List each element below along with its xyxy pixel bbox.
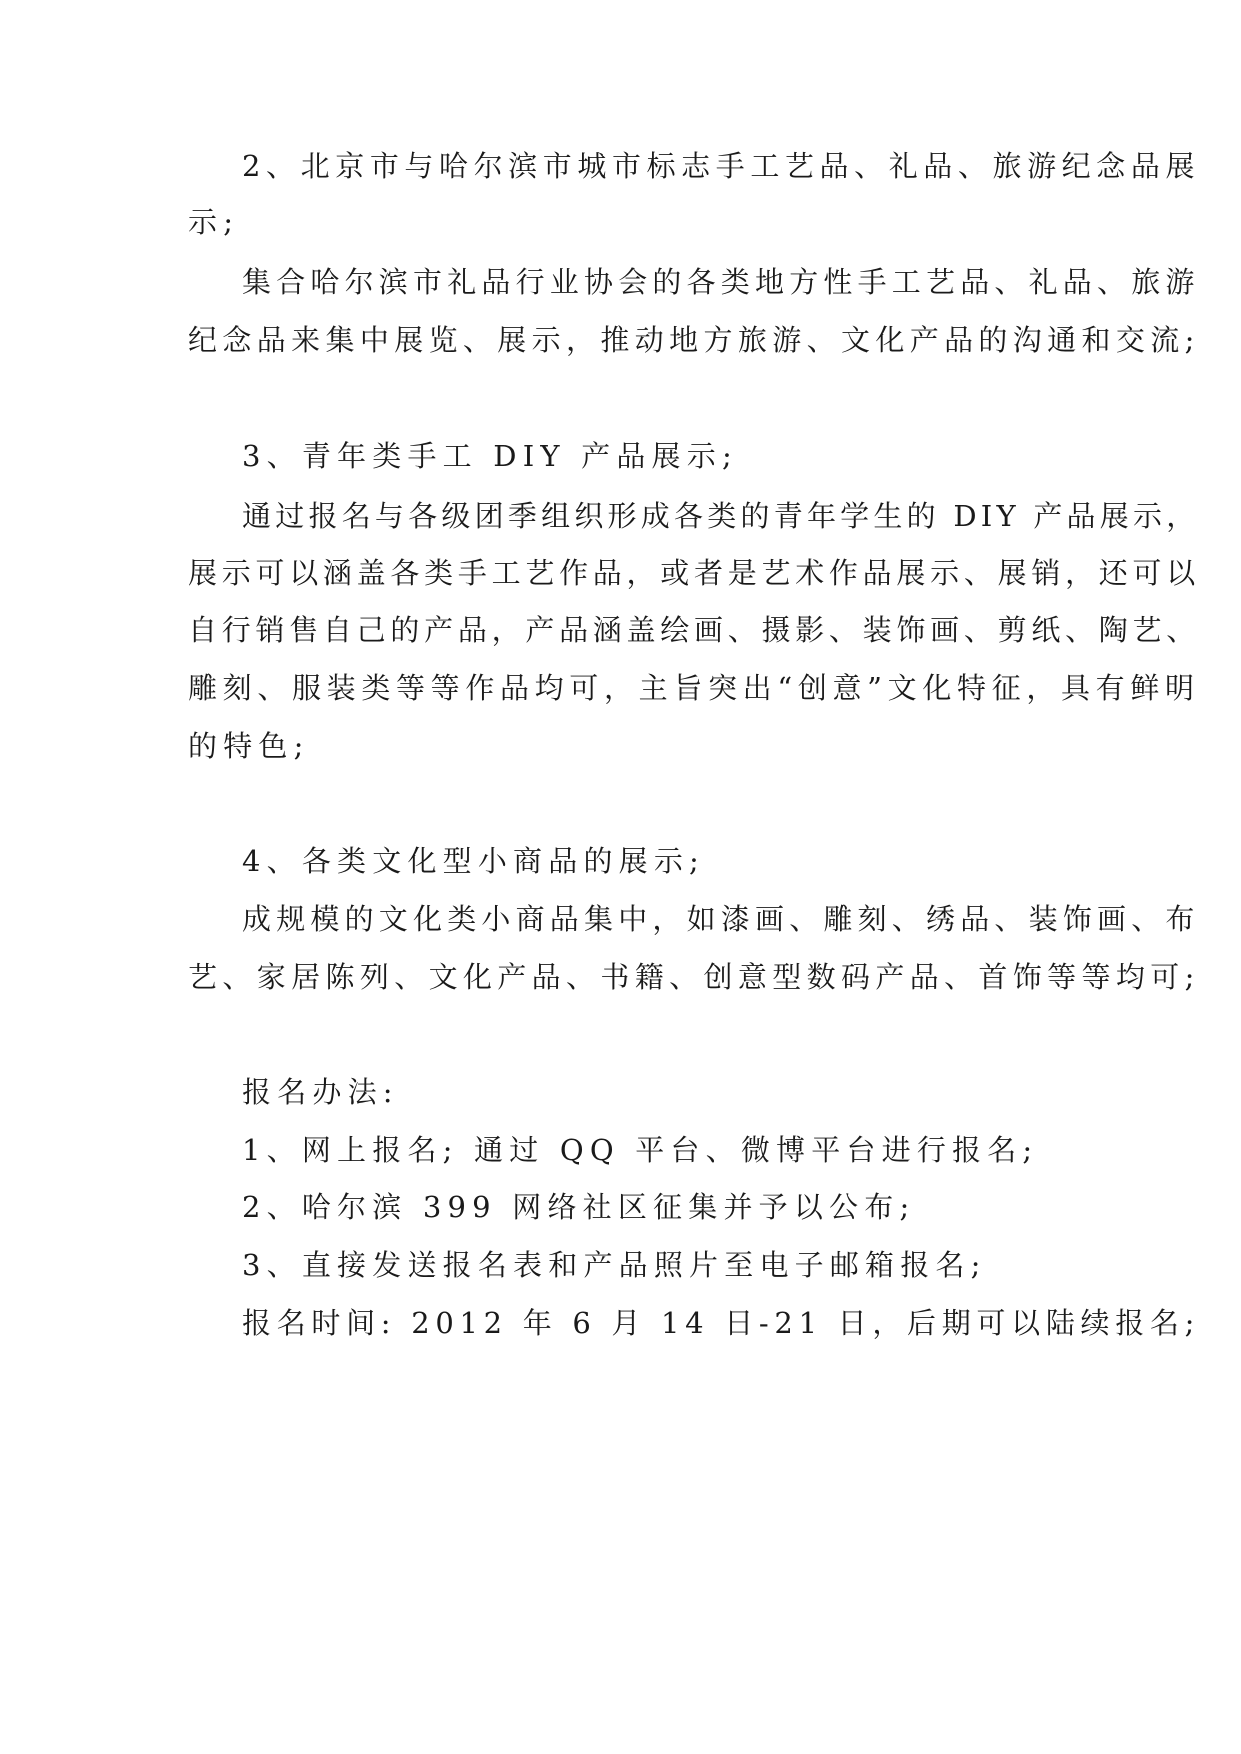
section-3-title: 3、青年类手工 DIY 产品展示; [242, 439, 738, 473]
section-3-body-line-5: 的特色; [188, 729, 310, 763]
registration-item-3: 3、直接发送报名表和产品照片至电子邮箱报名; [242, 1248, 987, 1282]
section-2-body-continued: 纪念品来集中展览、展示，推动地方旅游、文化产品的沟通和交流; [188, 323, 1200, 357]
section-2-body: 集合哈尔滨市礼品行业协会的各类地方性手工艺品、礼品、旅游 [242, 265, 1200, 299]
section-3-body-line-3: 自行销售自己的产品，产品涵盖绘画、摄影、装饰画、剪纸、陶艺、 [188, 613, 1201, 647]
section-2-title: 2、北京市与哈尔滨市城市标志手工艺品、礼品、旅游纪念品展 [242, 149, 1201, 183]
registration-item-2: 2、哈尔滨 399 网络社区征集并予以公布; [242, 1190, 916, 1224]
registration-time: 报名时间: 2012 年 6 月 14 日-21 日，后期可以陆续报名; [242, 1306, 1201, 1340]
section-3-body: 通过报名与各级团季组织形成各类的青年学生的 DIY 产品展示， [242, 499, 1200, 533]
registration-item-1: 1、网上报名; 通过 QQ 平台、微博平台进行报名; [242, 1133, 1039, 1167]
section-3-body-line-2: 展示可以涵盖各类手工艺作品，或者是艺术作品展示、展销，还可以 [188, 556, 1201, 590]
section-4-body: 成规模的文化类小商品集中，如漆画、雕刻、绣品、装饰画、布 [242, 902, 1200, 936]
section-4-title: 4、各类文化型小商品的展示; [242, 844, 706, 878]
section-4-body-continued: 艺、家居陈列、文化产品、书籍、创意型数码产品、首饰等等均可; [188, 960, 1200, 994]
registration-heading: 报名办法: [242, 1075, 399, 1109]
section-3-body-line-4: 雕刻、服装类等等作品均可，主旨突出“创意”文化特征，具有鲜明 [188, 671, 1200, 705]
section-2-title-continued: 示; [188, 205, 240, 239]
